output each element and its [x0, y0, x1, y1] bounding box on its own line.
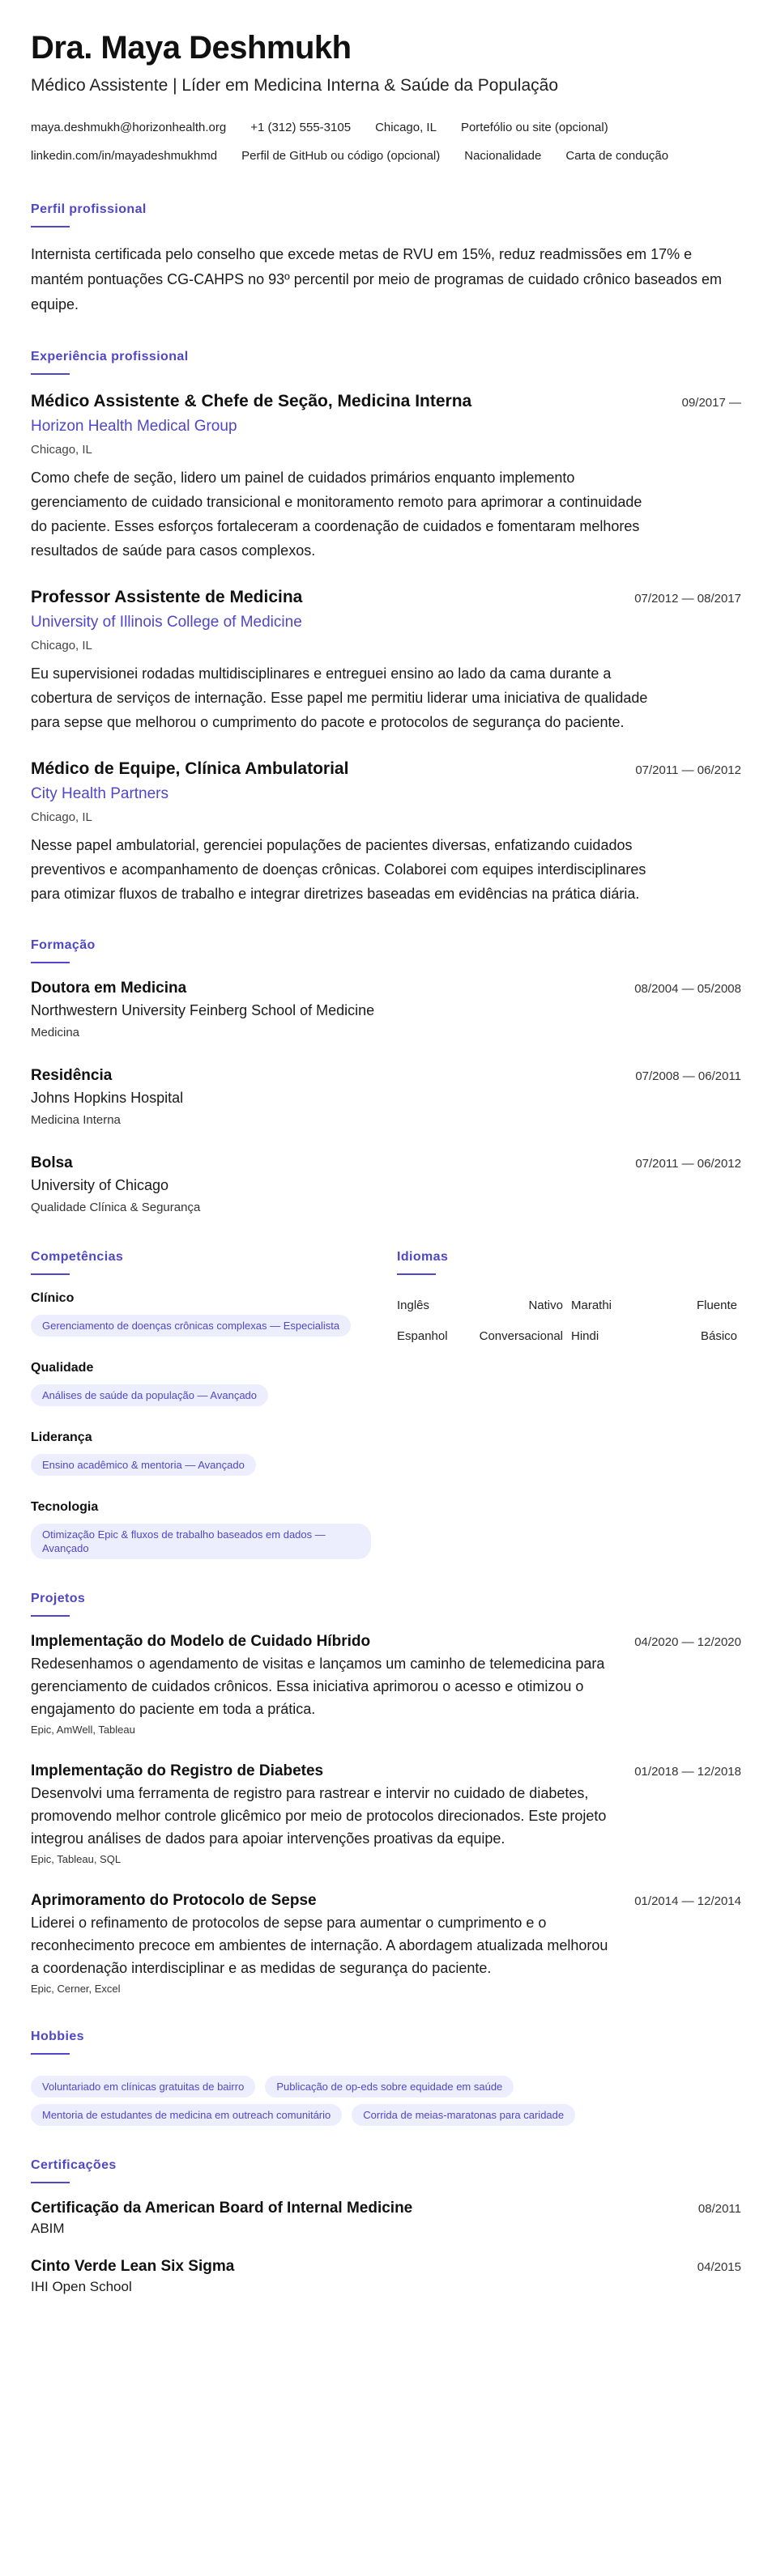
- project-title: Implementação do Modelo de Cuidado Híbrido: [31, 1633, 371, 1650]
- certification-issuer: IHI Open School: [31, 2279, 132, 2294]
- languages-section: [397, 1248, 741, 1559]
- education-entry: [31, 1153, 741, 1218]
- project-entry: [31, 1631, 741, 1738]
- language-name: Inglês: [397, 1298, 430, 1312]
- job-description: Como chefe de seção, lidero um painel de cuidados primários enquanto implemento gerenciamento de cuidado transicional e monitoramento remoto para aprimorar a continuidade do paciente. Esses esforços fortaleceram a coordenação de cuidados e fomentaram melhores resultados de saúde para casos complexos.: [31, 470, 642, 559]
- project-entry: [31, 1761, 741, 1868]
- section-divider: [31, 373, 70, 375]
- skill-chip: Gerenciamento de doenças crônicas complexas — Especialista: [31, 1315, 351, 1337]
- education-school: University of Chicago: [31, 1177, 169, 1193]
- project-entry: [31, 1890, 741, 1997]
- education-degree: Doutora em Medicina: [31, 980, 187, 997]
- language-name: Hindi: [571, 1328, 599, 1343]
- section-title: Certificações: [31, 2158, 117, 2172]
- job-dates: 07/2011 — 06/2012: [635, 763, 741, 777]
- section-title: Idiomas: [397, 1250, 449, 1264]
- skills-section: [31, 1248, 397, 1559]
- job-company: Horizon Health Medical Group: [31, 418, 237, 435]
- project-title: Implementação do Registro de Diabetes: [31, 1762, 324, 1779]
- contact-driving-license: Carta de condução: [565, 149, 669, 163]
- project-tech: Epic, Cerner, Excel: [31, 1983, 121, 1995]
- language-name: Marathi: [571, 1298, 612, 1312]
- contact-portfolio[interactable]: Portefólio ou site (opcional): [460, 121, 608, 134]
- contact-list: [31, 113, 741, 170]
- certification-entry: [31, 2198, 741, 2238]
- job-entry: [31, 585, 741, 734]
- language-level: Conversacional: [479, 1328, 563, 1343]
- certification-date: 04/2015: [697, 2260, 741, 2274]
- skill-chip: Análises de saúde da população — Avançado: [31, 1384, 268, 1406]
- job-company: University of Illinois College of Medicine: [31, 614, 302, 631]
- hobby-chip: Mentoria de estudantes de medicina em outreach comunitário: [31, 2104, 342, 2126]
- language-name: Espanhol: [397, 1328, 448, 1343]
- job-dates: 09/2017 —: [681, 396, 741, 410]
- job-location: Chicago, IL: [31, 810, 92, 824]
- skill-chip: Ensino acadêmico & mentoria — Avançado: [31, 1454, 256, 1476]
- projects-section: [31, 1590, 741, 1997]
- hobby-chip: Publicação de op-eds sobre equidade em saúde: [265, 2076, 514, 2098]
- education-degree: Residência: [31, 1067, 113, 1084]
- job-description: Nesse papel ambulatorial, gerenciei populações de pacientes diversas, enfatizando cuidados preventivos e acompanhamento de doenças crônicas. Colaborei com equipes interdisciplinares para otimizar fluxos de trabalho e integrar diretrizes baseadas em evidências na prática diária.: [31, 837, 646, 902]
- job-dates: 07/2012 — 08/2017: [634, 592, 741, 606]
- project-description: Desenvolvi uma ferramenta de registro para rastrear e intervir no cuidado de diabetes, promovendo melhor controle glicêmico por meio de protocolos direcionados. Este projeto integrou análises de dados para apoiar intervenções proativas da equipe.: [31, 1785, 607, 1847]
- section-title: Perfil profissional: [31, 202, 147, 216]
- section-divider: [31, 1273, 70, 1275]
- job-description: Eu supervisionei rodadas multidisciplinares e entreguei ensino ao lado da cama durante a cobertura de serviços de internação. Esse papel me permitiu liderar uma iniciativa de qualidade para sepse que melhorou o cumprimento do pacote e protocolos de segurança do paciente.: [31, 665, 648, 730]
- job-title: Professor Assistente de Medicina: [31, 588, 303, 606]
- experience-section: [31, 348, 741, 906]
- education-school: Northwestern University Feinberg School of Medicine: [31, 1002, 375, 1018]
- skill-group-name: Liderança: [31, 1430, 92, 1444]
- job-entry: [31, 389, 741, 563]
- project-description: Redesenhamos o agendamento de visitas e lançamos um caminho de telemedicina para gerenciamento de cuidados crônicos. Essa iniciativa aprimorou o acesso e otimizou o engajamento do paciente em toda a prática.: [31, 1656, 605, 1717]
- education-degree: Bolsa: [31, 1154, 73, 1171]
- job-entry: [31, 757, 741, 906]
- certification-name: Certificação da American Board of Internal Medicine: [31, 2200, 413, 2217]
- job-location: Chicago, IL: [31, 443, 92, 457]
- project-description: Liderei o refinamento de protocolos de sepse para aumentar o cumprimento e o reconhecimento precoce em ambientes de internação. A abordagem atualizada melhorou a coordenação interdisciplinar e as medidas de segurança do paciente.: [31, 1915, 608, 1976]
- candidate-name: Dra. Maya Deshmukh: [31, 30, 352, 66]
- education-field: Qualidade Clínica & Segurança: [31, 1201, 201, 1214]
- skill-group: [31, 1290, 397, 1337]
- skill-group: [31, 1498, 397, 1559]
- language-item: [397, 1299, 563, 1312]
- language-item: [397, 1329, 563, 1343]
- project-title: Aprimoramento do Protocolo de Sepse: [31, 1892, 317, 1909]
- education-field: Medicina: [31, 1026, 80, 1039]
- project-dates: 04/2020 — 12/2020: [634, 1635, 741, 1649]
- education-section: [31, 937, 741, 1218]
- section-divider: [31, 2053, 70, 2055]
- certification-issuer: ABIM: [31, 2221, 65, 2236]
- job-location: Chicago, IL: [31, 639, 92, 653]
- language-item: [571, 1299, 737, 1312]
- hobby-chip: Voluntariado em clínicas gratuitas de bairro: [31, 2076, 255, 2098]
- skill-group-name: Tecnologia: [31, 1500, 99, 1514]
- contact-email[interactable]: maya.deshmukh@horizonhealth.org: [31, 121, 227, 134]
- languages-grid: [397, 1290, 741, 1351]
- language-level: Fluente: [696, 1298, 737, 1312]
- section-title: Projetos: [31, 1592, 86, 1605]
- resume-header: [31, 29, 741, 170]
- certifications-section: [31, 2157, 741, 2297]
- education-dates: 08/2004 — 05/2008: [634, 982, 741, 996]
- job-title: Médico Assistente & Chefe de Seção, Medicina Interna: [31, 392, 472, 410]
- language-item: [571, 1329, 737, 1343]
- education-field: Medicina Interna: [31, 1113, 121, 1127]
- skill-group: [31, 1359, 397, 1406]
- language-level: Básico: [700, 1328, 737, 1343]
- project-tech: Epic, Tableau, SQL: [31, 1853, 122, 1865]
- section-title: Hobbies: [31, 2030, 84, 2043]
- skill-group: [31, 1429, 397, 1476]
- contact-phone[interactable]: +1 (312) 555-3105: [250, 121, 352, 134]
- language-level: Nativo: [528, 1298, 563, 1312]
- project-dates: 01/2014 — 12/2014: [634, 1894, 741, 1908]
- education-dates: 07/2011 — 06/2012: [635, 1157, 741, 1171]
- job-company: City Health Partners: [31, 785, 169, 802]
- education-school: Johns Hopkins Hospital: [31, 1090, 184, 1106]
- certification-name: Cinto Verde Lean Six Sigma: [31, 2258, 235, 2275]
- skills-languages-row: [31, 1248, 741, 1559]
- contact-github[interactable]: Perfil de GitHub ou código (opcional): [241, 149, 441, 163]
- section-title: Experiência profissional: [31, 350, 189, 363]
- project-dates: 01/2018 — 12/2018: [634, 1765, 741, 1779]
- skill-chip: Otimização Epic & fluxos de trabalho baseados em dados — Avançado: [31, 1524, 371, 1559]
- contact-nationality: Nacionalidade: [464, 149, 542, 163]
- summary-section: [31, 201, 741, 317]
- contact-linkedin[interactable]: linkedin.com/in/mayadeshmukhmd: [31, 149, 218, 163]
- summary-text: Internista certificada pelo conselho que excede metas de RVU em 15%, reduz readmissões em 17% e mantém pontuações CG-CAHPS no 93º percentil por meio de programas de cuidado crônico baseados em equipe.: [31, 246, 723, 312]
- section-divider: [31, 962, 70, 963]
- skill-group-name: Clínico: [31, 1291, 75, 1305]
- education-entry: [31, 978, 741, 1043]
- certification-entry: [31, 2256, 741, 2297]
- section-title: Formação: [31, 938, 96, 952]
- section-divider: [31, 1615, 70, 1617]
- hobbies-section: [31, 2028, 741, 2126]
- candidate-headline: Médico Assistente | Líder em Medicina Interna & Saúde da População: [31, 76, 559, 95]
- section-divider: [31, 2182, 70, 2183]
- skill-group-name: Qualidade: [31, 1361, 94, 1375]
- contact-location: Chicago, IL: [375, 121, 437, 134]
- hobby-list: [31, 2069, 741, 2126]
- certification-date: 08/2011: [697, 2202, 741, 2216]
- hobby-chip: Corrida de meias-maratonas para caridade: [352, 2104, 575, 2126]
- project-tech: Epic, AmWell, Tableau: [31, 1724, 135, 1736]
- section-divider: [31, 226, 70, 227]
- section-divider: [397, 1273, 436, 1275]
- section-title: Competências: [31, 1250, 124, 1264]
- education-dates: 07/2008 — 06/2011: [635, 1069, 741, 1083]
- job-title: Médico de Equipe, Clínica Ambulatorial: [31, 759, 349, 778]
- education-entry: [31, 1065, 741, 1130]
